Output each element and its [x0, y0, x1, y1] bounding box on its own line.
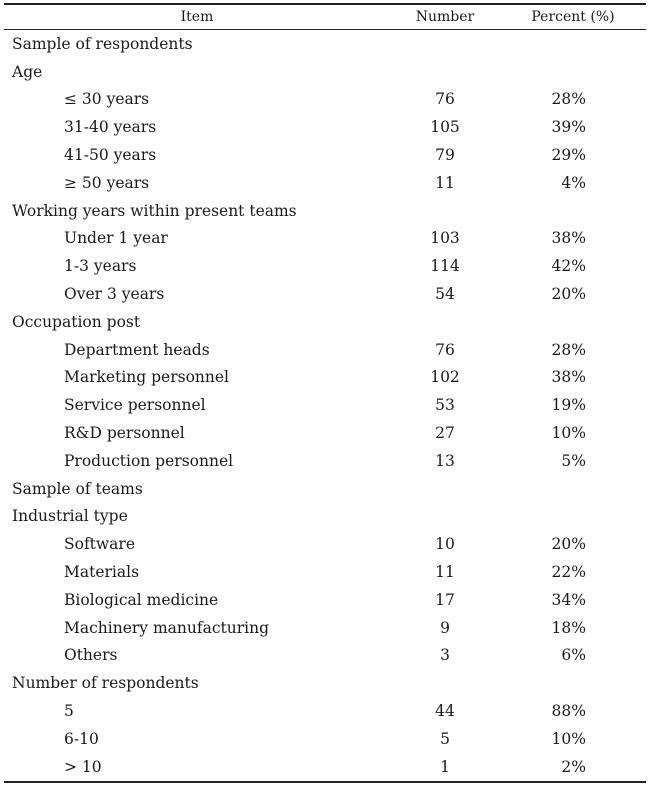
- section-row: [4, 669, 646, 697]
- percent-cell: 88%: [551, 702, 586, 721]
- section-label: Number of respondents: [12, 674, 199, 693]
- table-row: [4, 558, 646, 586]
- percent-cell: [500, 669, 646, 697]
- percent-cell: 39%: [551, 118, 586, 137]
- item-label: Machinery manufacturing: [64, 618, 270, 637]
- number-cell: 79: [435, 146, 455, 165]
- percent-cell: 4%: [561, 173, 586, 192]
- number-cell: [390, 669, 500, 697]
- number-cell: 27: [435, 424, 455, 443]
- table-row: [4, 586, 646, 614]
- section-row: [4, 308, 646, 336]
- item-label: Service personnel: [64, 396, 206, 415]
- number-cell: 114: [430, 257, 460, 276]
- number-cell: 76: [435, 90, 455, 109]
- item-label: Software: [64, 535, 136, 554]
- percent-cell: [500, 475, 646, 503]
- number-cell: [390, 30, 500, 58]
- percent-cell: 29%: [551, 146, 586, 165]
- number-cell: 105: [430, 118, 460, 137]
- percent-cell: [500, 30, 646, 58]
- section-label: Working years within present teams: [12, 201, 297, 220]
- section-row: [4, 503, 646, 531]
- number-cell: 44: [435, 702, 455, 721]
- header-percent: Percent (%): [531, 9, 615, 25]
- percent-cell: 28%: [551, 90, 586, 109]
- percent-cell: 2%: [561, 757, 586, 776]
- table-row: [4, 280, 646, 308]
- item-label: Biological medicine: [64, 590, 219, 609]
- section-row: [4, 475, 646, 503]
- demographics-table: [4, 3, 646, 783]
- section-row: [4, 197, 646, 225]
- number-cell: 5: [440, 729, 450, 748]
- item-label: Department heads: [64, 340, 210, 359]
- percent-cell: 20%: [551, 285, 586, 304]
- number-cell: 76: [435, 340, 455, 359]
- item-label: R&D personnel: [64, 424, 185, 443]
- item-label: Production personnel: [64, 451, 234, 470]
- header-item: Item: [180, 9, 214, 25]
- percent-cell: 18%: [551, 618, 586, 637]
- number-cell: 17: [435, 590, 455, 609]
- percent-cell: 38%: [551, 368, 586, 387]
- item-label: Over 3 years: [64, 285, 165, 304]
- table-row: [4, 113, 646, 141]
- table-row: [4, 169, 646, 197]
- item-label: Under 1 year: [64, 229, 168, 248]
- number-cell: 10: [435, 535, 455, 554]
- percent-cell: 34%: [551, 590, 586, 609]
- item-label: 41-50 years: [64, 146, 157, 165]
- percent-cell: 42%: [551, 257, 586, 276]
- item-label: Others: [64, 646, 118, 665]
- table-row: [4, 225, 646, 253]
- percent-cell: 20%: [551, 535, 586, 554]
- number-cell: 3: [440, 646, 450, 665]
- table-body: [4, 30, 646, 782]
- section-row: [4, 58, 646, 86]
- number-cell: 53: [435, 396, 455, 415]
- table-row: [4, 642, 646, 670]
- number-cell: 13: [435, 451, 455, 470]
- header-row: [4, 4, 646, 30]
- percent-cell: 19%: [551, 396, 586, 415]
- table-row: [4, 391, 646, 419]
- section-label: Occupation post: [12, 312, 141, 331]
- number-cell: 102: [430, 368, 460, 387]
- table-row: [4, 364, 646, 392]
- section-label: Industrial type: [12, 507, 128, 526]
- item-label: Materials: [64, 563, 140, 582]
- item-label: 5: [64, 702, 74, 721]
- percent-cell: [500, 503, 646, 531]
- percent-cell: 28%: [551, 340, 586, 359]
- number-cell: [390, 308, 500, 336]
- table-header: [4, 4, 646, 30]
- table-row: [4, 252, 646, 280]
- number-cell: 1: [440, 757, 450, 776]
- number-cell: 103: [430, 229, 460, 248]
- percent-cell: 6%: [561, 646, 586, 665]
- item-label: 6-10: [64, 729, 99, 748]
- number-cell: [390, 475, 500, 503]
- number-cell: 9: [440, 618, 450, 637]
- table-row: [4, 141, 646, 169]
- number-cell: 11: [435, 173, 455, 192]
- table-row: [4, 697, 646, 725]
- section-label: Sample of teams: [12, 479, 143, 498]
- item-label: ≤ 30 years: [64, 90, 150, 109]
- section-label: Age: [12, 62, 43, 81]
- number-cell: 11: [435, 563, 455, 582]
- item-label: 1-3 years: [64, 257, 137, 276]
- section-row: [4, 30, 646, 58]
- table-row: [4, 419, 646, 447]
- percent-cell: 22%: [551, 563, 586, 582]
- section-label: Sample of respondents: [12, 34, 193, 53]
- percent-cell: [500, 58, 646, 86]
- header-number: Number: [415, 9, 475, 25]
- table-row: [4, 336, 646, 364]
- number-cell: [390, 58, 500, 86]
- table-row: [4, 614, 646, 642]
- table-row: [4, 753, 646, 782]
- number-cell: [390, 197, 500, 225]
- percent-cell: [500, 308, 646, 336]
- item-label: 31-40 years: [64, 118, 157, 137]
- percent-cell: 10%: [551, 424, 586, 443]
- percent-cell: 38%: [551, 229, 586, 248]
- table-row: [4, 530, 646, 558]
- table-row: [4, 725, 646, 753]
- item-label: ≥ 50 years: [64, 173, 150, 192]
- table-row: [4, 86, 646, 114]
- item-label: > 10: [64, 757, 102, 776]
- percent-cell: 10%: [551, 729, 586, 748]
- number-cell: [390, 503, 500, 531]
- percent-cell: [500, 197, 646, 225]
- percent-cell: 5%: [561, 451, 586, 470]
- demographics-table-container: [4, 3, 646, 783]
- number-cell: 54: [435, 285, 455, 304]
- table-row: [4, 447, 646, 475]
- item-label: Marketing personnel: [64, 368, 229, 387]
